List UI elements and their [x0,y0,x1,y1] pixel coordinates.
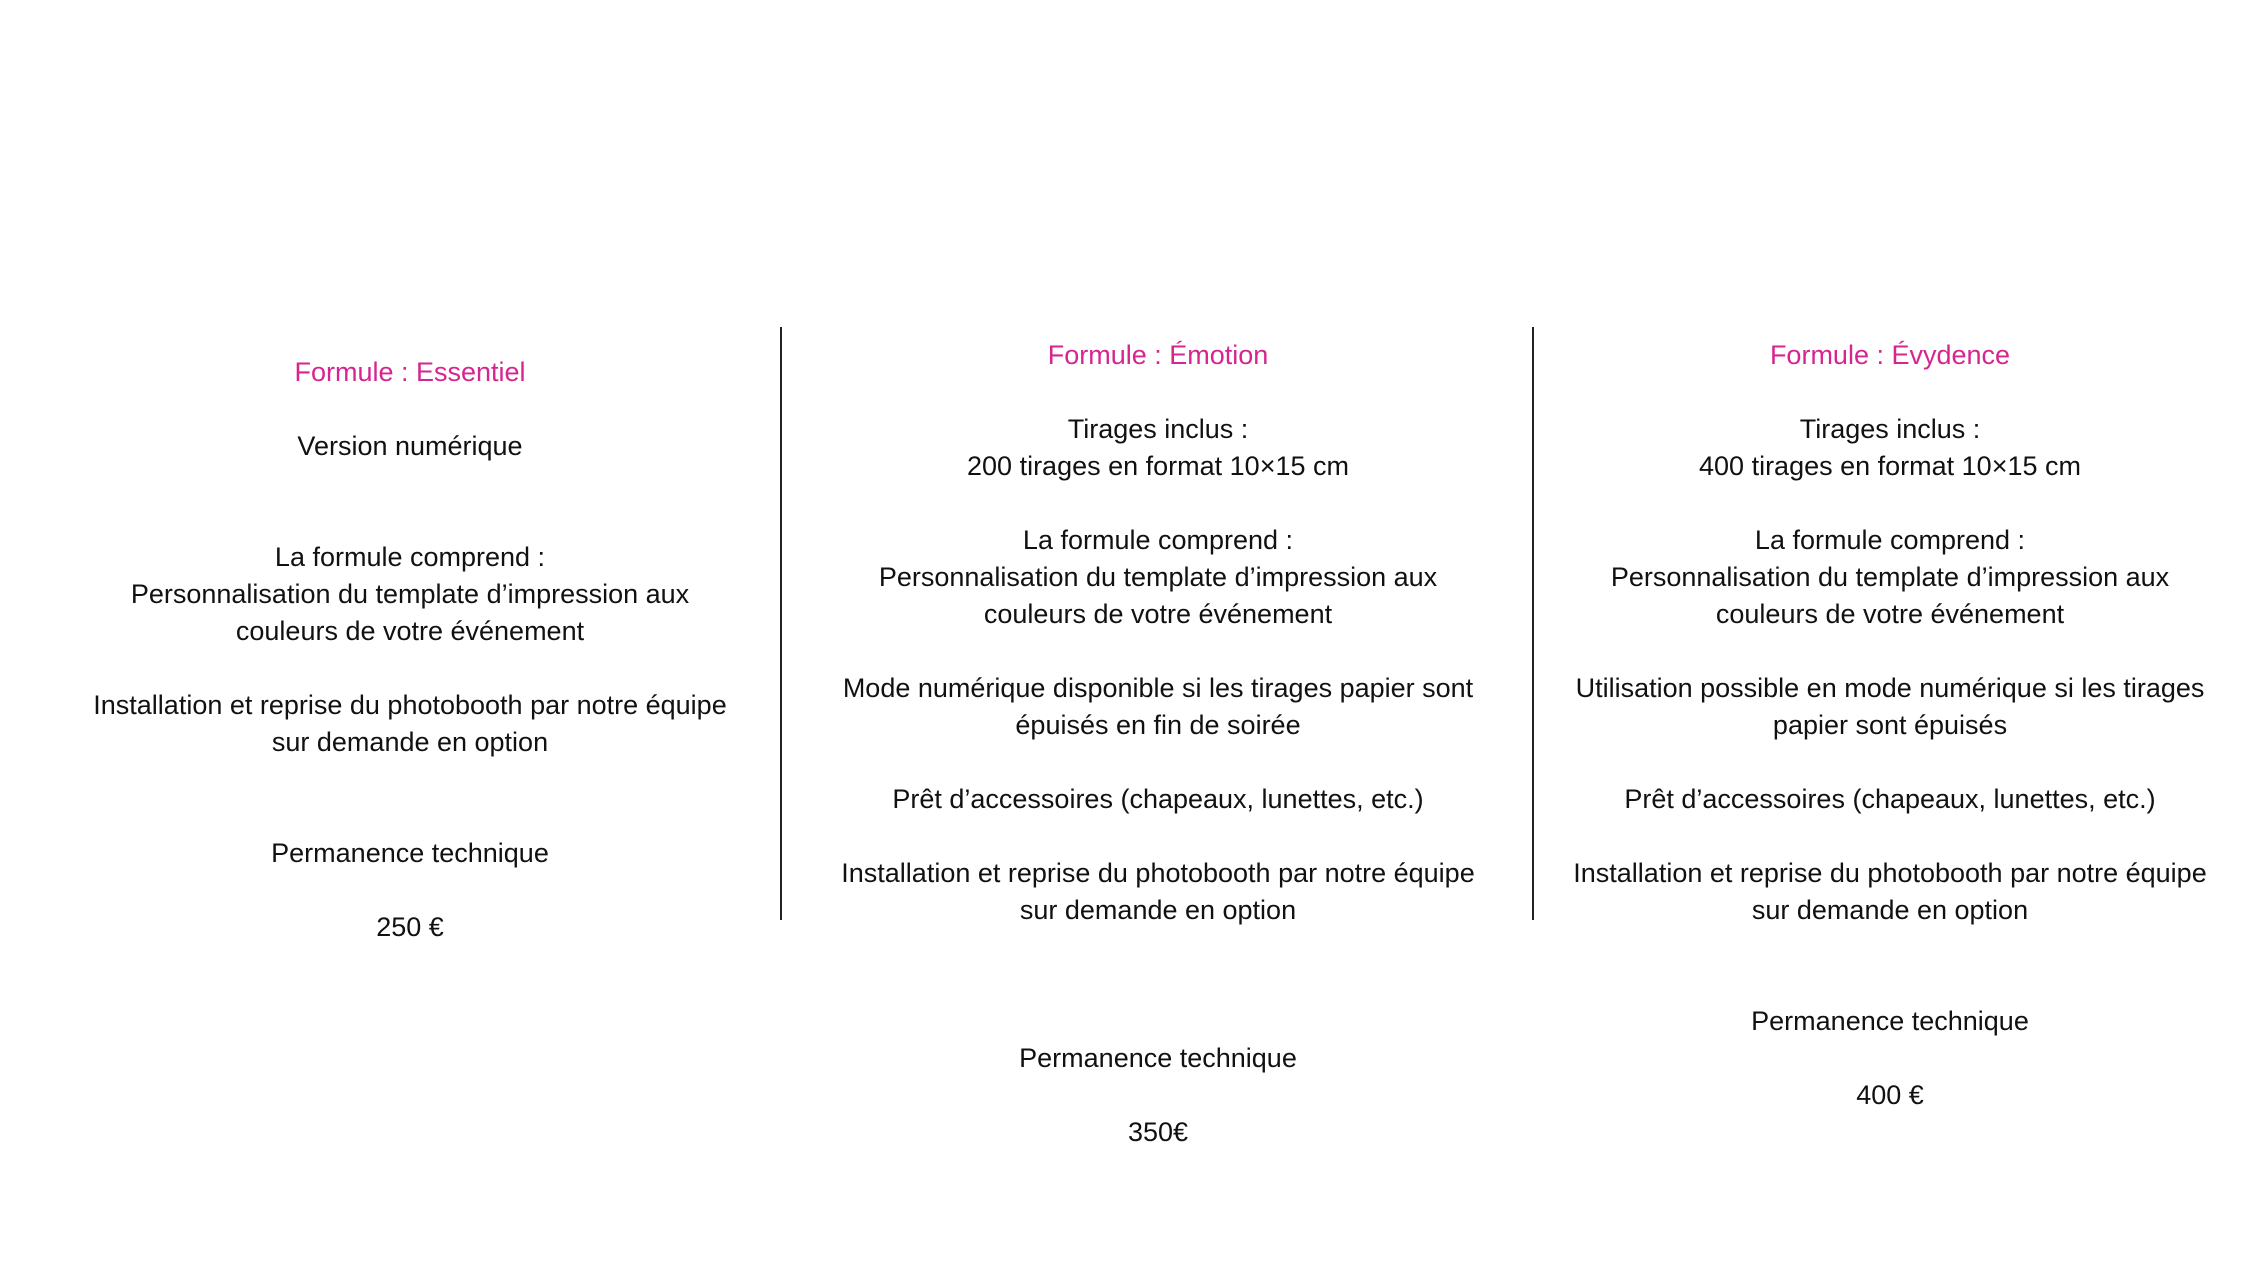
plan-price: 350€ [1127,1117,1189,1147]
installation-line-1: Installation et reprise du photobooth par notre équipe [93,690,727,720]
support-text: Permanence technique [1751,1006,2029,1036]
support-text: Permanence technique [1019,1043,1297,1073]
digital-line-1: Mode numérique disponible si les tirages papier sont [842,673,1474,703]
installation-line-2: sur demande en option [271,727,549,757]
customization-line-1: Personnalisation du template d’impression aux [878,562,1438,592]
column-divider [1532,327,1534,920]
accessories-text: Prêt d’accessoires (chapeaux, lunettes, etc.) [892,784,1424,814]
installation-line-2: sur demande en option [1019,895,1297,925]
prints-detail: 200 tirages en format 10×15 cm [967,451,1349,481]
customization-line-1: Personnalisation du template d’impression aux [1610,562,2170,592]
plan-title: Formule : Émotion [1047,340,1269,370]
plan-title: Formule : Évydence [1769,340,2011,370]
customization-line-2: couleurs de votre événement [1715,599,2065,629]
customization-line-2: couleurs de votre événement [983,599,1333,629]
plan-version: Version numérique [297,431,523,461]
installation-line-2: sur demande en option [1751,895,2029,925]
customization-line-2: couleurs de votre événement [235,616,585,646]
plan-title: Formule : Essentiel [294,357,526,387]
plan-emotion [788,337,1528,1151]
installation-line-1: Installation et reprise du photobooth par notre équipe [841,858,1475,888]
plan-essentiel [40,354,780,946]
prints-label: Tirages inclus : [1799,414,1981,444]
includes-label: La formule comprend : [274,542,546,572]
installation-line-1: Installation et reprise du photobooth par notre équipe [1573,858,2207,888]
customization-line-1: Personnalisation du template d’impression aux [130,579,690,609]
digital-line-1: Utilisation possible en mode numérique si les tirages [1575,673,2205,703]
includes-label: La formule comprend : [1754,525,2026,555]
digital-line-2: papier sont épuisés [1772,710,2008,740]
accessories-text: Prêt d’accessoires (chapeaux, lunettes, etc.) [1624,784,2156,814]
column-divider [780,327,782,920]
digital-line-2: épuisés en fin de soirée [1015,710,1301,740]
prints-detail: 400 tirages en format 10×15 cm [1699,451,2081,481]
includes-label: La formule comprend : [1022,525,1294,555]
plan-price: 250 € [376,912,444,942]
support-text: Permanence technique [271,838,549,868]
plan-price: 400 € [1856,1080,1924,1110]
prints-label: Tirages inclus : [1067,414,1249,444]
plan-evydence [1540,337,2240,1114]
